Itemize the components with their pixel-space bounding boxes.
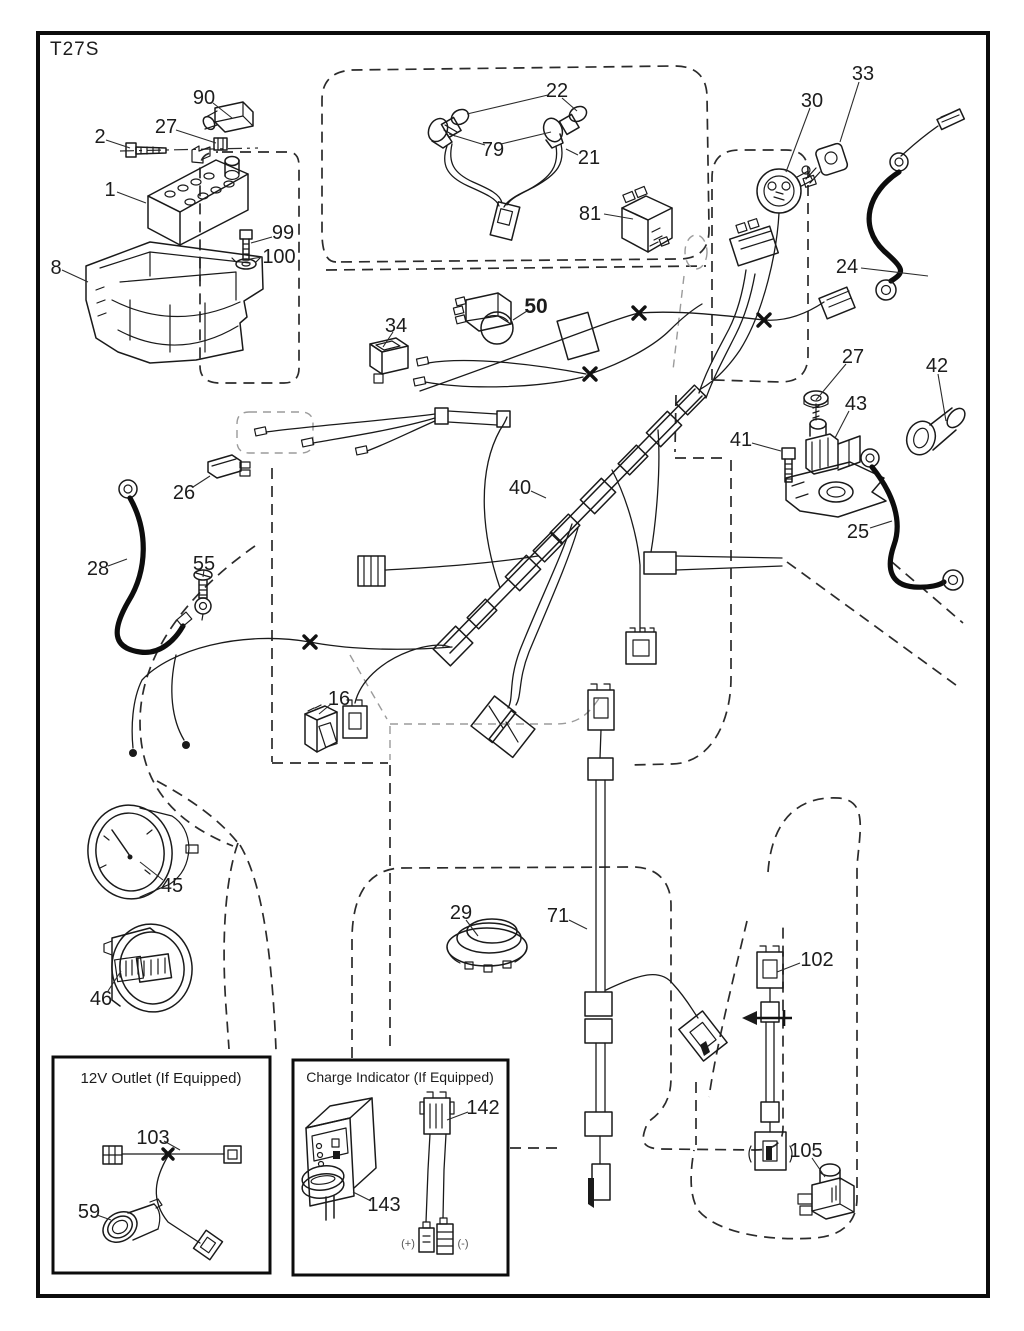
solenoid-105 <box>798 1164 854 1219</box>
callout-27: 27 <box>841 346 865 368</box>
wire-terminal <box>416 357 428 366</box>
callout-143: 143 <box>367 1194 401 1216</box>
callout-1: 1 <box>104 179 116 201</box>
buzzer-29 <box>447 919 527 972</box>
callout-81: 81 <box>578 203 602 225</box>
battery-terminal-post <box>225 157 239 180</box>
plus-label: (+) <box>401 1238 415 1250</box>
callout-leader-41 <box>752 443 781 451</box>
plug-connector <box>626 628 656 664</box>
junction-x-marks <box>304 307 770 648</box>
main-harness-40 <box>433 219 778 666</box>
inset-charge-indicator-title: Charge Indicator (If Equipped) <box>306 1069 494 1085</box>
callout-142: 142 <box>466 1097 500 1119</box>
inline-fuse-holder <box>435 408 510 427</box>
harness-connector-blocks <box>433 385 706 666</box>
callout-99: 99 <box>271 222 295 244</box>
headlight-harness <box>425 103 590 240</box>
callout-leader-21 <box>566 149 578 155</box>
switch-34 <box>370 338 408 383</box>
callout-26: 26 <box>172 482 196 504</box>
callout-leader-33 <box>840 82 859 142</box>
callout-71: 71 <box>546 905 570 927</box>
seat-switch-connector <box>471 696 535 757</box>
callout-59: 59 <box>77 1201 101 1223</box>
solenoid-cable-25 <box>861 449 963 590</box>
callout-leader-43 <box>835 411 849 438</box>
key-switch-33 <box>803 142 849 187</box>
terminal-boot-42 <box>902 405 968 458</box>
inset-12v-outlet-box <box>53 1057 270 1273</box>
callout-30: 30 <box>800 90 824 112</box>
callout-leader-79 <box>501 132 551 144</box>
callout-2: 2 <box>94 126 106 148</box>
wire-terminal <box>254 427 266 436</box>
callout-leader-79 <box>449 134 485 145</box>
callout-leader-1 <box>117 192 146 203</box>
fuse-26 <box>208 455 250 478</box>
callout-leader-40 <box>531 491 546 498</box>
callout-90: 90 <box>192 87 216 109</box>
callout-leader-26 <box>193 476 210 487</box>
callout-leader-27 <box>816 364 846 400</box>
battery-tray <box>86 242 263 363</box>
hour-meter-46 <box>104 919 198 1017</box>
harness-top-connector <box>730 219 779 266</box>
callout-8: 8 <box>50 257 62 279</box>
bullet-terminal <box>129 749 137 757</box>
callout-45: 45 <box>160 875 184 897</box>
relay-81 <box>622 186 672 252</box>
wire-terminal <box>413 377 425 386</box>
mounting-pad <box>557 312 599 359</box>
callout-43: 43 <box>844 393 868 415</box>
callout-16: 16 <box>327 688 351 710</box>
callout-leader-42 <box>938 374 946 421</box>
inline-connector <box>644 552 676 574</box>
callout-100: 100 <box>262 246 296 268</box>
bullet-terminal <box>182 741 190 749</box>
callout-leader-22 <box>467 95 548 114</box>
wire-71 <box>585 684 727 1208</box>
headlight-plug-21 <box>490 202 520 240</box>
callout-leader-71 <box>569 920 587 929</box>
callout-27: 27 <box>154 116 178 138</box>
callout-leader-30 <box>786 108 810 172</box>
callout-102: 102 <box>800 949 834 971</box>
callout-leader-27 <box>176 130 216 143</box>
callout-leader-24 <box>861 268 928 276</box>
ignition-switch-30 <box>757 166 813 213</box>
callout-21: 21 <box>577 147 601 169</box>
wire-terminal <box>301 438 313 447</box>
callout-leader-81 <box>604 214 633 219</box>
battery-cable-24 <box>869 109 964 300</box>
nut-27-top <box>214 138 227 150</box>
direction-arrow <box>742 1010 792 1026</box>
callout-34: 34 <box>384 315 408 337</box>
callout-25: 25 <box>846 521 870 543</box>
inset-12v-outlet-title: 12V Outlet (If Equipped) <box>80 1070 242 1087</box>
wing-nut-100 <box>232 258 260 269</box>
inset-charge-indicator <box>293 1060 508 1275</box>
inset-12v-outlet <box>53 1057 270 1273</box>
wire-terminal <box>355 446 367 455</box>
callout-40: 40 <box>508 477 532 499</box>
callout-leader-45 <box>140 862 163 880</box>
page-title: T27S <box>50 39 100 60</box>
callout-28: 28 <box>86 558 110 580</box>
connector-block <box>358 556 385 586</box>
callout-55: 55 <box>192 553 216 575</box>
callout-105: 105 <box>789 1140 823 1162</box>
callout-79: 79 <box>481 139 505 161</box>
callout-22: 22 <box>545 80 569 102</box>
jumper-102 <box>742 946 792 1170</box>
starter-solenoid-43 <box>786 404 886 517</box>
ground-cable-28 <box>117 480 192 652</box>
callout-24: 24 <box>835 256 859 278</box>
callout-leader-8 <box>62 270 88 282</box>
minus-label: (-) <box>457 1238 469 1250</box>
callout-103: 103 <box>136 1127 170 1149</box>
plunger-switch-50 <box>453 293 513 344</box>
battery <box>148 146 248 245</box>
callout-leader-28 <box>108 559 127 566</box>
callout-leader-25 <box>870 521 892 528</box>
callout-leader-99 <box>251 237 272 243</box>
callout-50: 50 <box>524 295 548 318</box>
callout-46: 46 <box>89 988 113 1010</box>
callout-42: 42 <box>925 355 949 377</box>
small-connector <box>819 287 855 319</box>
callout-33: 33 <box>851 63 875 85</box>
callout-leader-102 <box>777 963 800 972</box>
callout-41: 41 <box>729 429 753 451</box>
callout-29: 29 <box>449 902 473 924</box>
